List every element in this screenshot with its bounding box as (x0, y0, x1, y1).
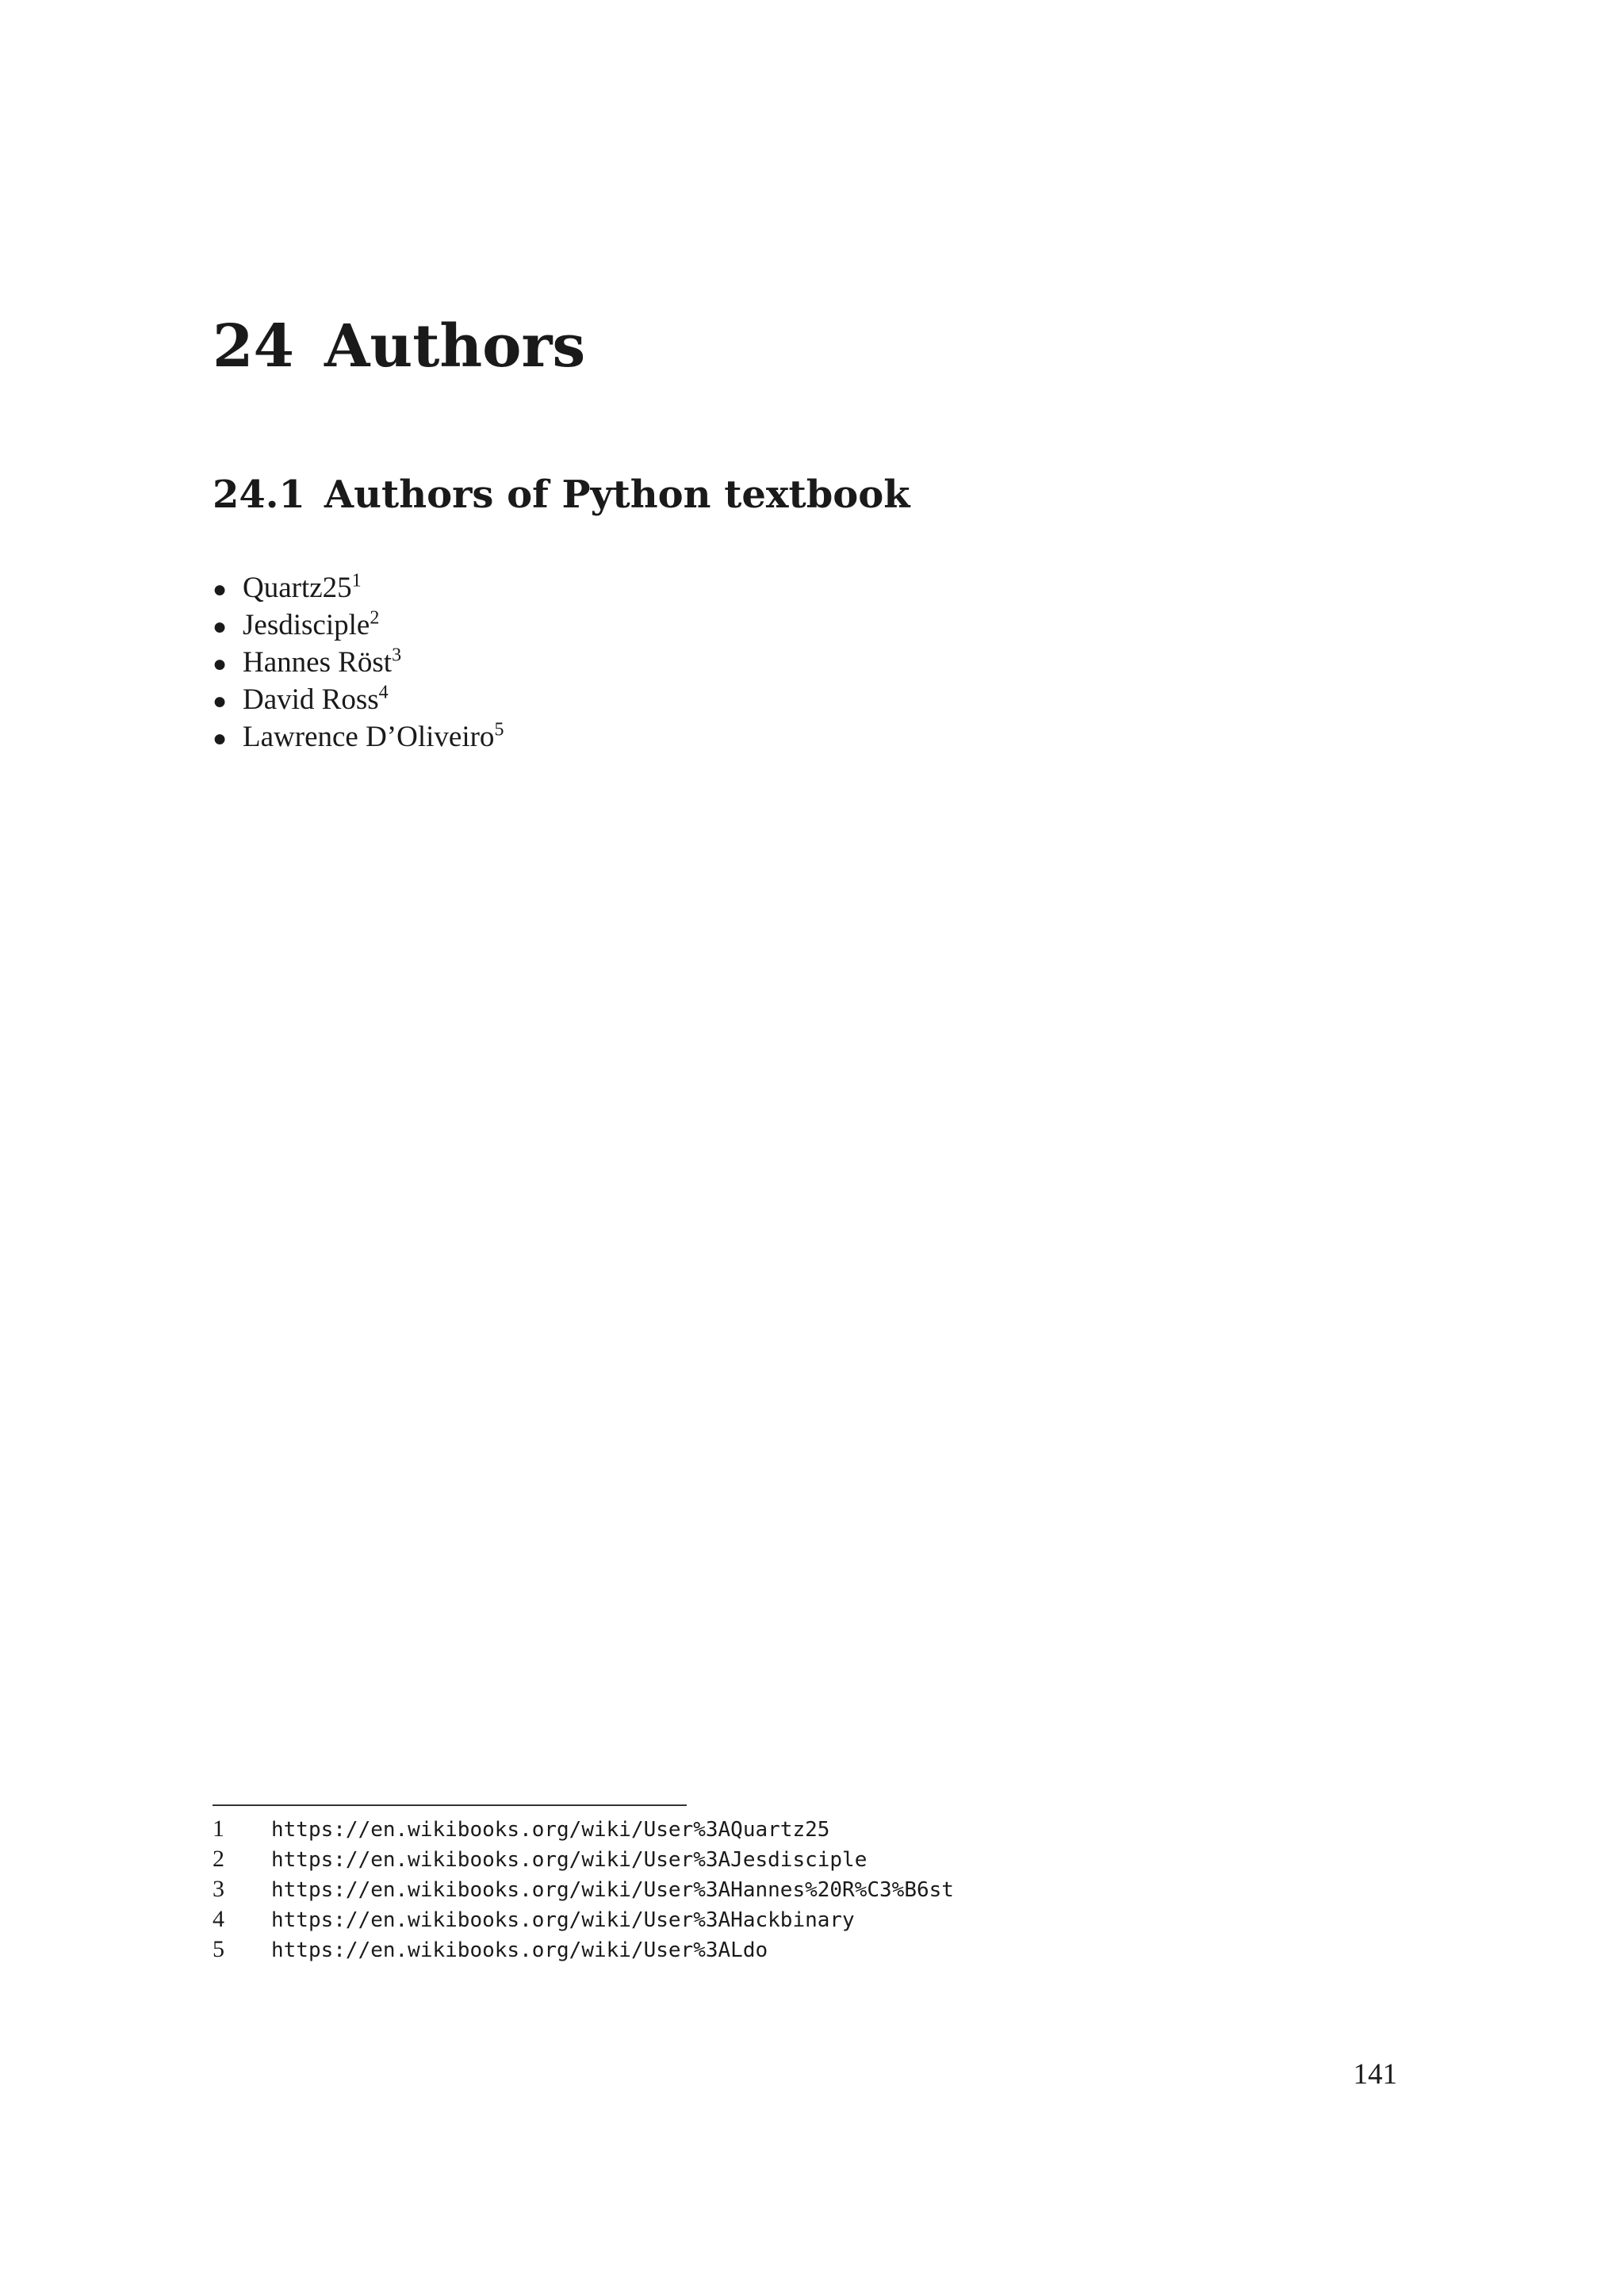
author-name: Quartz25 (243, 572, 352, 604)
author-list (213, 569, 504, 756)
footnote (213, 1904, 954, 1934)
bullet-icon: ● (213, 725, 228, 752)
section-number: 24.1 (213, 473, 305, 517)
section-title-text: Authors of Python textbook (324, 473, 910, 517)
footnote (213, 1934, 954, 1965)
footnote (213, 1814, 954, 1844)
footnote-number: 3 (213, 1876, 224, 1902)
footnote-link[interactable]: https://en.wikibooks.org/wiki/User%3AJesdisciple (271, 1848, 868, 1872)
chapter-title (213, 312, 586, 381)
footnote-link[interactable]: https://en.wikibooks.org/wiki/User%3AHannes%20R%C3%B6st (271, 1878, 954, 1902)
author-item (213, 644, 504, 681)
bullet-icon: ● (213, 688, 228, 714)
bullet-icon: ● (213, 576, 228, 603)
chapter-number: 24 (213, 312, 294, 381)
author-item (213, 681, 504, 718)
author-item (213, 718, 504, 756)
footnote-link[interactable]: https://en.wikibooks.org/wiki/User%3ALdo (271, 1938, 768, 1962)
section-title (213, 473, 910, 517)
footnote-number: 2 (213, 1846, 224, 1872)
footnote (213, 1844, 954, 1874)
footnote-ref[interactable]: 2 (370, 607, 380, 629)
footnote-ref[interactable]: 5 (494, 719, 504, 740)
author-name: Hannes Röst (243, 646, 393, 679)
author-name: Jesdisciple (243, 609, 370, 641)
footnote-ref[interactable]: 1 (351, 570, 362, 591)
footnote-ref[interactable]: 4 (378, 682, 389, 703)
author-name: Lawrence D’Oliveiro (243, 721, 495, 753)
chapter-title-text: Authors (324, 312, 586, 381)
footnote-number: 5 (213, 1936, 224, 1962)
footnote-number: 4 (213, 1906, 224, 1932)
footnote-link[interactable]: https://en.wikibooks.org/wiki/User%3AQuartz25 (271, 1818, 830, 1842)
bullet-icon: ● (213, 651, 228, 677)
bullet-icon: ● (213, 614, 228, 640)
footnote-number: 1 (213, 1816, 224, 1842)
footnote-ref[interactable]: 3 (392, 645, 402, 666)
page-number: 141 (1353, 2058, 1397, 2091)
author-item (213, 569, 504, 607)
footnote-link[interactable]: https://en.wikibooks.org/wiki/User%3AHackbinary (271, 1908, 855, 1932)
author-item (213, 607, 504, 644)
author-name: David Ross (243, 683, 379, 716)
footnote-list (213, 1814, 954, 1965)
footnote-separator (213, 1804, 687, 1806)
footnote (213, 1874, 954, 1904)
